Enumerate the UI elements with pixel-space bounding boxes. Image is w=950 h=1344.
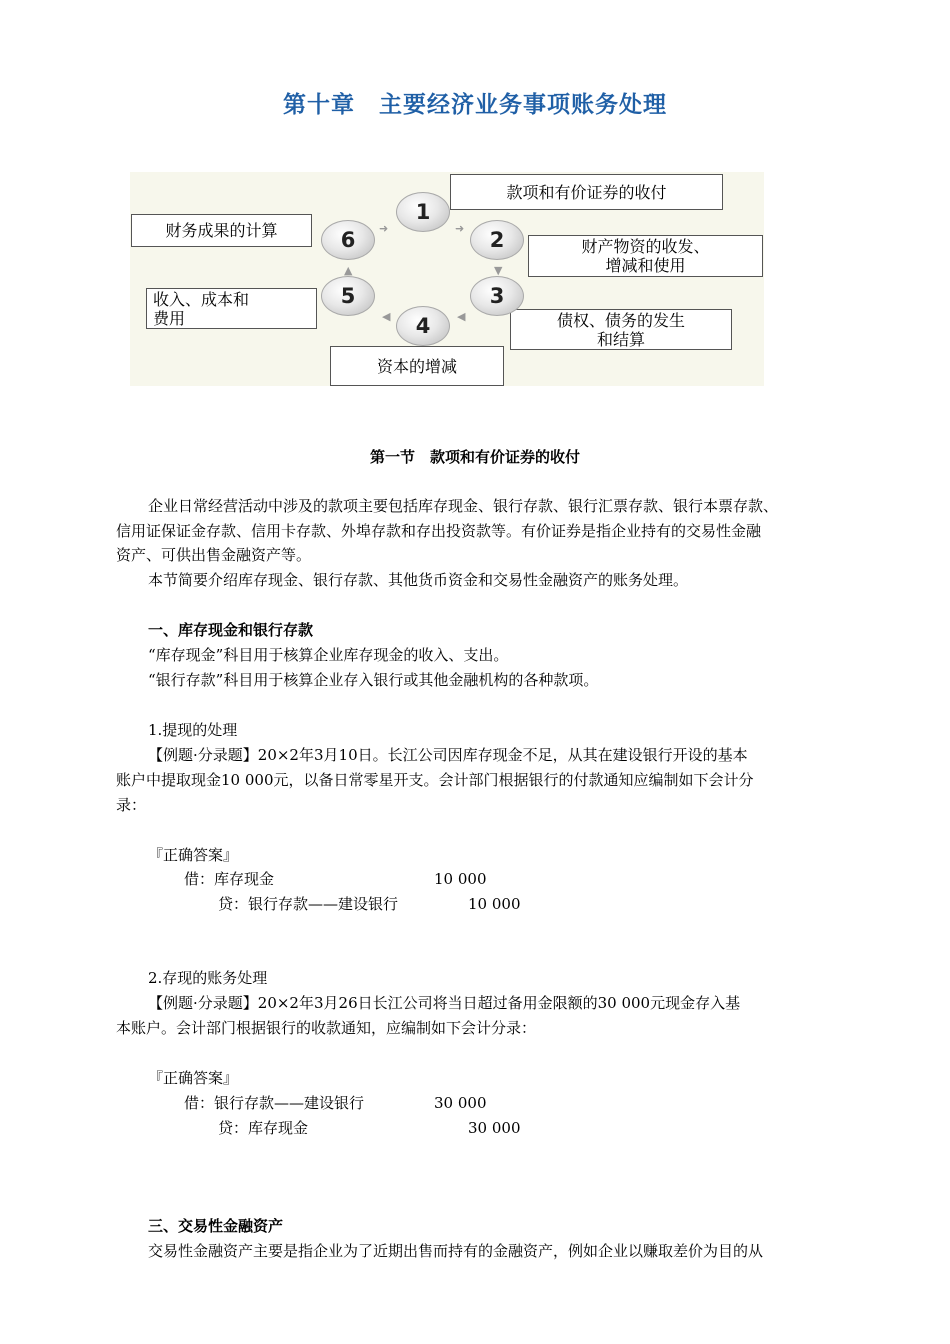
intro-line: 本节简要介绍库存现金、银行存款、其他货币资金和交易性金融资产的账务处理。 [148, 571, 689, 589]
credit-account: 贷：银行存款——建设银行 [218, 895, 399, 913]
example-text: 20×2年3月26日长江公司将当日超过备用金限额的30 000元现金存入基 [257, 994, 741, 1012]
credit-amount: 10 000 [468, 895, 521, 913]
example-line [148, 745, 748, 765]
diagram-box-1: 款项和有价证券的收付 [450, 174, 723, 210]
intro-line: 信用证保证金存款、信用卡存款、外埠存款和存出投资款等。有价证券是指企业持有的交易性金融 [116, 522, 762, 540]
diagram-box-4: 资本的增减 [330, 346, 504, 386]
answer-label: 『正确答案』 [148, 846, 239, 864]
heading-trading-assets: 三、交易性金融资产 [148, 1217, 284, 1235]
step-number-6: 6 [321, 220, 375, 260]
example-text: 20×2年3月10日。长江公司因库存现金不足，从其在建设银行开设的基本 [257, 746, 748, 764]
heading-deposit: 2.存现的账务处理 [148, 969, 268, 987]
diagram-box-2: 财产物资的收发、 增减和使用 [528, 235, 763, 277]
credit-amount: 30 000 [468, 1119, 521, 1137]
step-number-3: 3 [470, 276, 524, 316]
example-tag: 【例题·分录题】 [148, 994, 258, 1012]
arrow-icon: ➜ [455, 222, 465, 235]
arrow-icon: ▼ [494, 264, 503, 277]
example-line [148, 993, 740, 1013]
definition-bank: “银行存款”科目用于核算企业存入银行或其他金融机构的各种款项。 [148, 671, 599, 689]
step-number-2: 2 [470, 220, 524, 260]
intro-line: 企业日常经营活动中涉及的款项主要包括库存现金、银行存款、银行汇票存款、银行本票存款、 [148, 497, 779, 515]
step-number-4: 4 [396, 306, 450, 346]
arrow-icon: ➜ [379, 222, 389, 235]
example-line: 录： [116, 796, 147, 814]
section-title: 第一节 款项和有价证券的收付 [369, 448, 580, 466]
diagram-box-3: 债权、债务的发生 和结算 [510, 309, 732, 350]
debit-amount: 10 000 [434, 870, 487, 888]
step-number-5: 5 [321, 276, 375, 316]
chapter-title: 第十章 主要经济业务事项账务处理 [283, 92, 667, 118]
diagram-box-6: 财务成果的计算 [131, 214, 312, 247]
heading-withdrawal: 1.提现的处理 [148, 721, 238, 739]
example-tag: 【例题·分录题】 [148, 746, 258, 764]
arrow-icon: ◀ [382, 310, 391, 323]
diagram-box-5: 收入、成本和 费用 [146, 288, 317, 329]
answer-label: 『正确答案』 [148, 1069, 239, 1087]
debit-amount: 30 000 [434, 1094, 487, 1112]
arrow-icon: ▲ [344, 264, 353, 277]
credit-account: 贷：库存现金 [218, 1119, 309, 1137]
heading-cash-and-bank: 一、库存现金和银行存款 [148, 621, 314, 639]
body-line: 交易性金融资产主要是指企业为了近期出售而持有的金融资产，例如企业以赚取差价为目的从 [148, 1242, 764, 1260]
example-line: 账户中提取现金10 000元，以备日常零星开支。会计部门根据银行的付款通知应编制如下会计分 [116, 771, 754, 789]
intro-line: 资产、可供出售金融资产等。 [116, 546, 312, 564]
step-number-1: 1 [396, 192, 450, 232]
debit-account: 借：银行存款——建设银行 [184, 1094, 365, 1112]
example-line: 本账户。会计部门根据银行的收款通知，应编制如下会计分录： [116, 1019, 537, 1037]
definition-cash: “库存现金”科目用于核算企业库存现金的收入、支出。 [148, 646, 509, 664]
debit-account: 借：库存现金 [184, 870, 275, 888]
business-cycle-diagram [130, 172, 764, 386]
arrow-icon: ◀ [457, 310, 466, 323]
